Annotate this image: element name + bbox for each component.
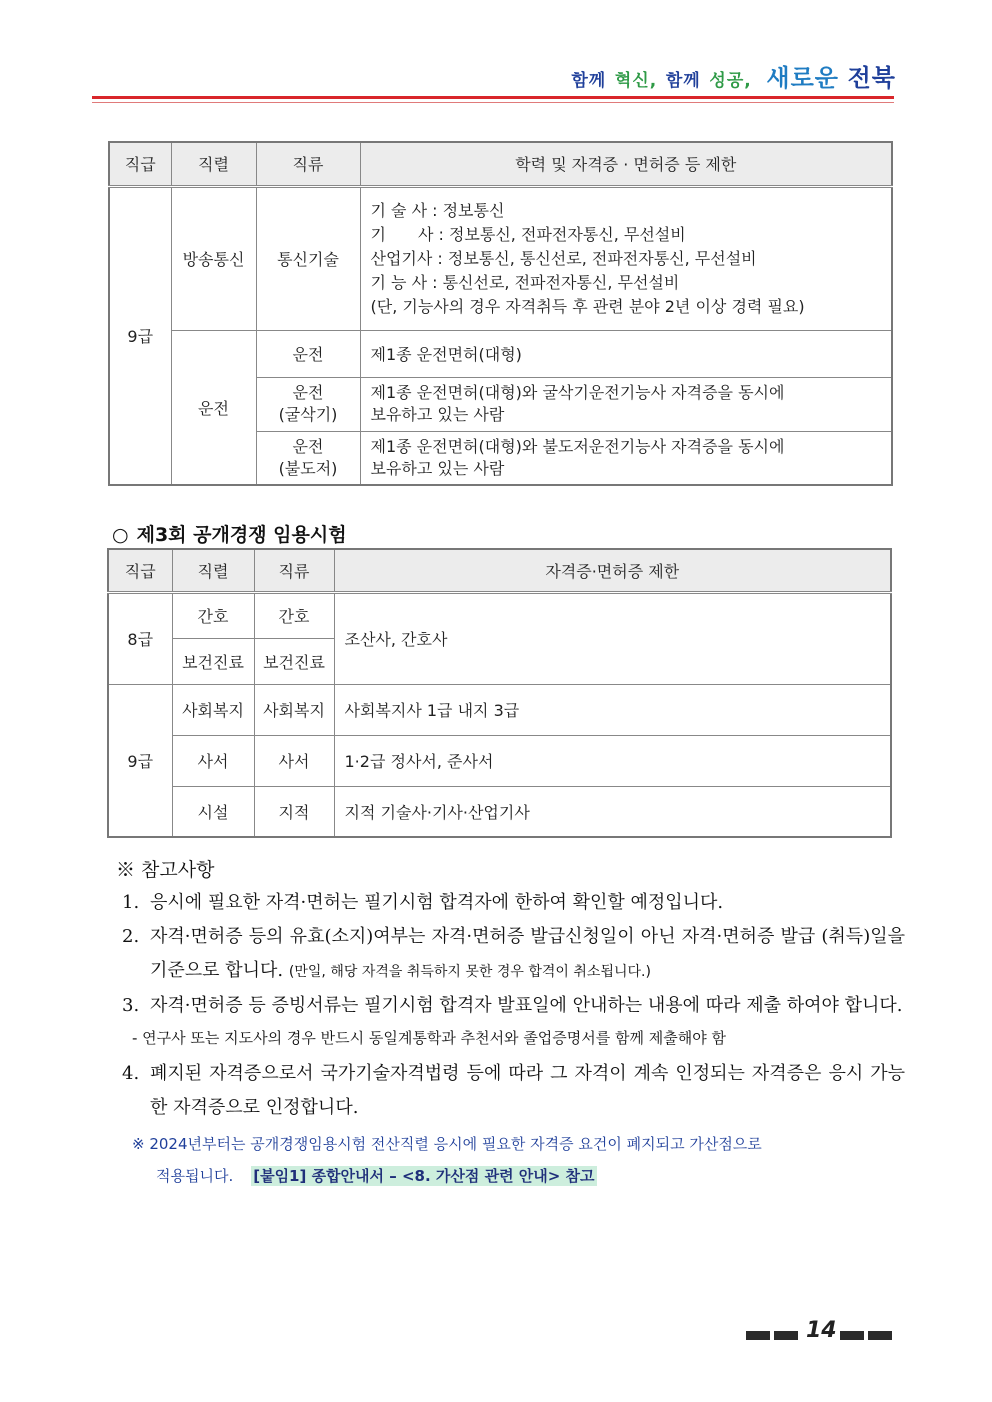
header-cell-restriction: 자격증·면허증 제한	[334, 549, 891, 592]
restriction-cell: 사회복지사 1급 내지 3급	[334, 684, 891, 735]
restriction-line: 기 능 사 : 통신선로, 전파전자통신, 무선설비	[370, 272, 680, 292]
restriction-line: 제1종 운전면허(대형)와 불도저운전기능사 자격증을 동시에	[370, 436, 785, 456]
restriction-line: 기 술 사 : 정보통신	[370, 200, 505, 220]
note-item	[110, 1057, 905, 1125]
note-number: 3.	[122, 995, 140, 1016]
note-text: 자격·면허증 등 증빙서류는 필기시험 합격자 발표일에 안내하는 내용에 따라 제출 하여야 합니다.	[150, 995, 903, 1016]
qualification-table-2	[107, 548, 892, 838]
note-item	[110, 920, 905, 989]
reference-note-text: 적용됩니다.	[156, 1167, 234, 1185]
grade-cell: 9급	[108, 684, 172, 837]
slogan-word: 함께	[571, 71, 607, 91]
header-cell-grade: 직급	[108, 549, 172, 592]
slogan-word: 새로운	[766, 64, 839, 92]
footer-bar	[840, 1331, 864, 1340]
note-subtext: (만일, 해당 자격을 취득하지 못한 경우 합격이 취소됩니다.)	[288, 964, 651, 980]
grade-cell: 8급	[108, 592, 172, 684]
section-title-text: 제3회 공개경쟁 임용시험	[136, 524, 347, 546]
header-cell-restriction: 학력 및 자격증 · 면허증 등 제한	[360, 142, 892, 186]
footer-bar	[774, 1331, 798, 1340]
reference-highlight: [붙임1] 종합안내서 – <8. 가산점 관련 안내> 참고	[253, 1167, 595, 1185]
header-cell-class: 직류	[254, 549, 334, 592]
reference-note-continued	[110, 1161, 905, 1191]
restriction-line: 기 사 : 정보통신, 전파전자통신, 무선설비	[370, 224, 686, 244]
qualification-table-1	[108, 141, 893, 486]
header-slogan	[571, 58, 896, 93]
footer-bar	[746, 1331, 770, 1340]
note-item	[110, 886, 905, 920]
restriction-line: (단, 기능사의 경우 자격취득 후 관련 분야 2년 이상 경력 필요)	[370, 296, 805, 316]
series-cell: 사서	[172, 735, 254, 786]
slogan-word: 함께	[665, 71, 701, 91]
header-cell-series: 직렬	[171, 142, 256, 186]
restriction-line: 보유하고 있는 사람	[370, 405, 505, 424]
class-cell: 사회복지	[254, 684, 334, 735]
restriction-cell: 지적 기술사·기사·산업기사	[334, 786, 891, 837]
class-cell: 사서	[254, 735, 334, 786]
header-cell-class: 직류	[256, 142, 360, 186]
note-item	[110, 989, 905, 1023]
class-line: (불도저)	[278, 458, 338, 478]
restriction-line: 산업기사 : 정보통신, 통신선로, 전파전자통신, 무선설비	[370, 248, 757, 268]
class-cell	[256, 431, 360, 485]
series-cell: 사회복지	[172, 684, 254, 735]
reference-note: ※ 2024년부터는 공개경쟁임용시험 전산직렬 응시에 필요한 자격증 요건이 폐지되고 가산점으로	[132, 1135, 762, 1153]
class-cell	[256, 377, 360, 431]
class-cell: 간호	[254, 592, 334, 638]
restriction-cell	[360, 377, 892, 431]
class-line: 운전	[292, 383, 324, 402]
note-text: 응시에 필요한 자격·면허는 필기시험 합격자에 한하여 확인할 예정입니다.	[150, 892, 724, 913]
grade-cell: 9급	[109, 186, 171, 485]
header-cell-series: 직렬	[172, 549, 254, 592]
bullet-icon: ○	[112, 524, 129, 546]
restriction-cell: 조산사, 간호사	[334, 592, 891, 684]
footer-bar	[868, 1331, 892, 1340]
header-divider	[92, 96, 894, 99]
class-cell: 통신기술	[256, 186, 360, 330]
restriction-cell	[360, 431, 892, 485]
class-cell: 지적	[254, 786, 334, 837]
restriction-cell: 제1종 운전면허(대형)	[360, 330, 892, 377]
restriction-cell: 1·2급 정사서, 준사서	[334, 735, 891, 786]
page-number: 14	[806, 1318, 837, 1343]
series-cell: 방송통신	[171, 186, 256, 330]
class-line: (굴삭기)	[278, 405, 338, 424]
header-cell-grade: 직급	[109, 142, 171, 186]
note-number: 4.	[122, 1063, 140, 1084]
restriction-line: 보유하고 있는 사람	[370, 458, 505, 478]
series-cell: 보건진료	[172, 638, 254, 684]
slogan-word: 혁신,	[614, 71, 658, 91]
note-text: 자격·면허증 등의 유효(소지)여부는 자격·면허증 발급신청일이 아닌 자격·면허증 발급 (취득)일을 기준으로 합니다.	[150, 926, 905, 981]
notes-section	[110, 855, 905, 1191]
page-number-footer	[746, 1318, 896, 1348]
slogan-word: 전북	[847, 64, 896, 92]
section-title	[112, 520, 347, 547]
dash-note: - 연구사 또는 지도사의 경우 반드시 동일계통학과 추천서와 졸업증명서를 함께 제출해야 함	[132, 1029, 726, 1047]
class-cell: 운전	[256, 330, 360, 377]
series-cell: 간호	[172, 592, 254, 638]
note-text: 폐지된 자격증으로서 국가기술자격법령 등에 따라 그 자격이 계속 인정되는 자격증은 응시 가능한 자격증으로 인정합니다.	[150, 1063, 905, 1118]
header-divider-thin	[92, 102, 894, 103]
class-cell: 보건진료	[254, 638, 334, 684]
class-line: 운전	[292, 436, 324, 456]
slogan-word: 성공,	[709, 71, 752, 91]
restriction-cell	[360, 186, 892, 330]
notes-heading: ※ 참고사항	[116, 859, 215, 881]
restriction-line: 제1종 운전면허(대형)와 굴삭기운전기능사 자격증을 동시에	[370, 383, 785, 402]
note-number: 2.	[122, 926, 140, 947]
note-number: 1.	[122, 892, 140, 913]
series-cell: 운전	[171, 330, 256, 485]
series-cell: 시설	[172, 786, 254, 837]
